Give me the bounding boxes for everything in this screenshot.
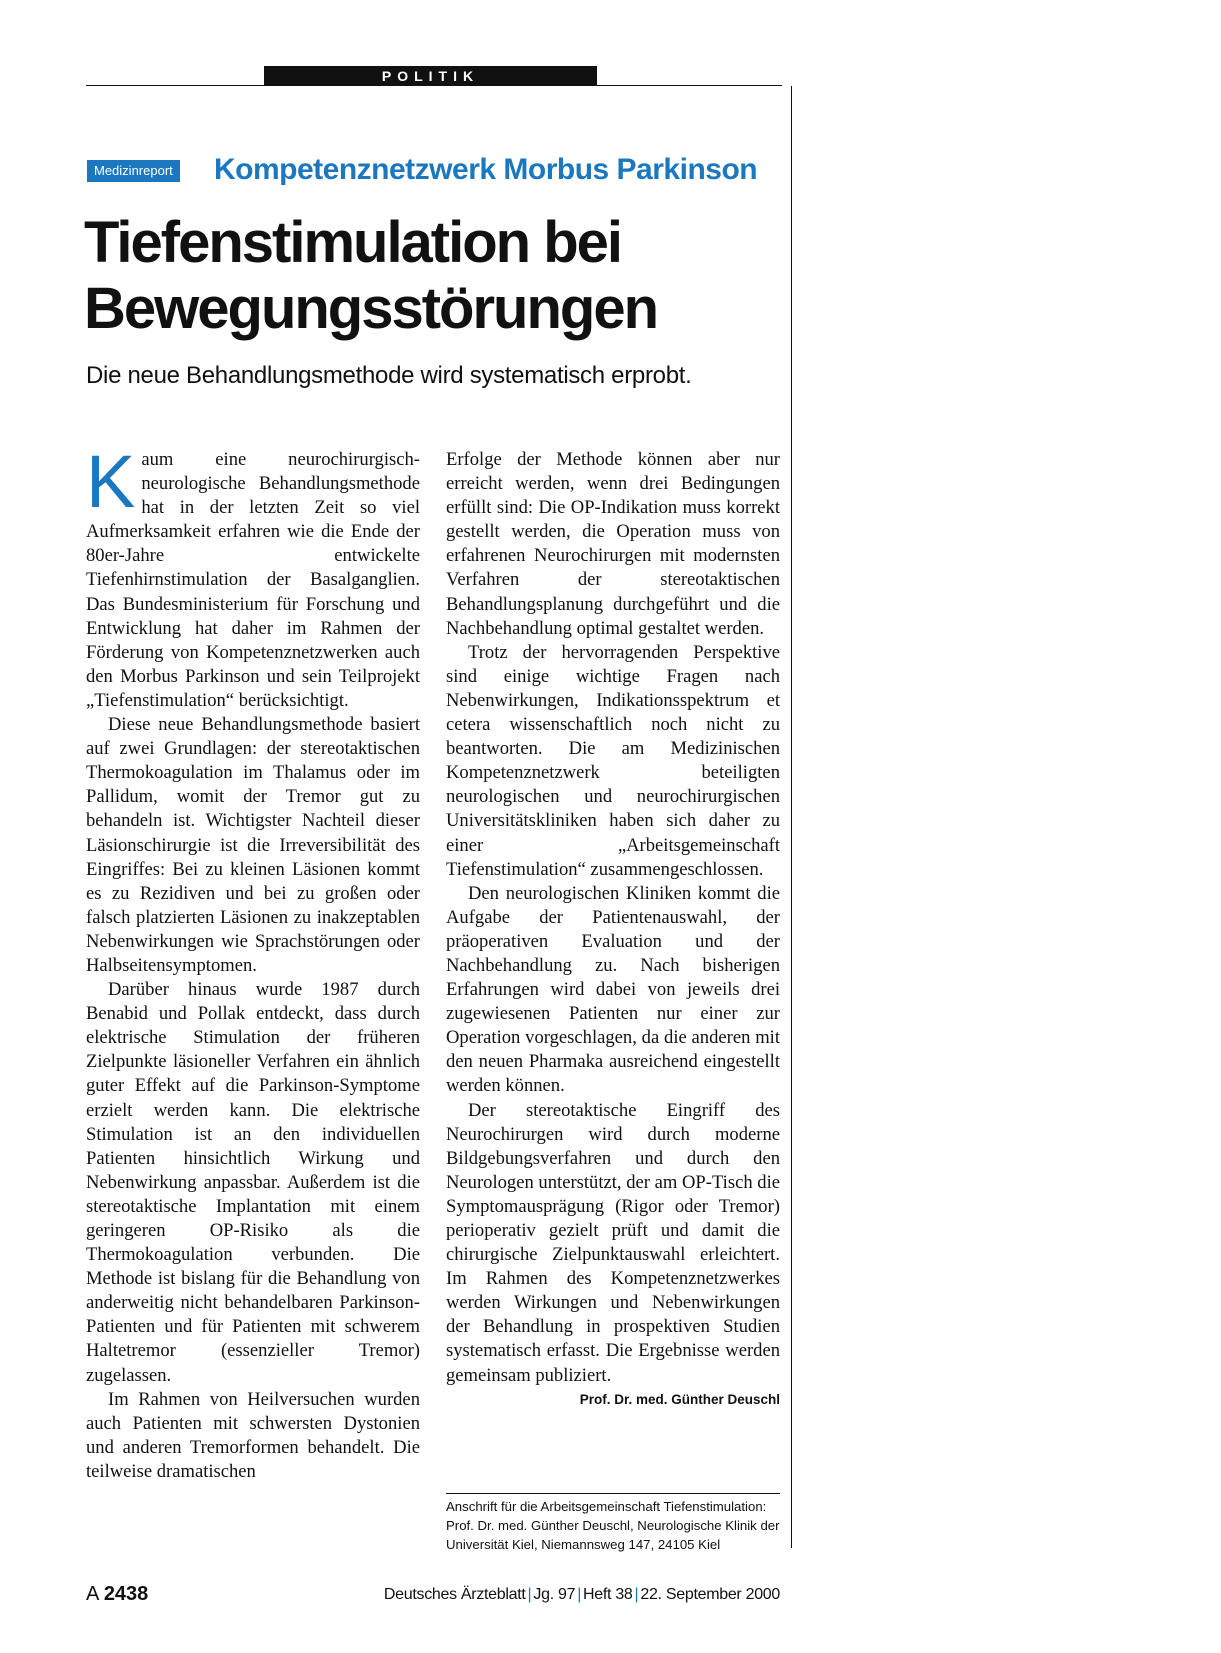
headline xyxy=(84,210,784,342)
paragraph: Diese neue Behandlungsmethode basiert auf zwei Grundlagen: der stereotaktischen Thermokoagulation im Thalamus oder im Pallidum, womit der Tremor gut zu behandeln ist. Wichtigster Nachteil dieser Läsionschirurgie ist die Irreversibilität des Eingriffes: Bei zu kleinen Läsionen kommt es zu Rezidiven und bei zu großen oder falsch platzierten Läsionen zu inakzeptablen Nebenwirkungen wie Sprachstörungen oder Halbseitensymptomen. xyxy=(86,714,420,976)
address-line: Universität Kiel, Niemannsweg 147, 24105 Kiel xyxy=(446,1537,721,1552)
journal-volume: Jg. 97 xyxy=(533,1586,576,1603)
paragraph xyxy=(446,1099,780,1407)
journal-citation xyxy=(384,1583,780,1607)
paragraph: Erfolge der Methode können aber nur erreicht werden, wenn drei Bedingungen erfüllt sind: Die OP-Indikation muss korrekt gestellt werden, die Operation muss von erfahrenen Neurochirurgen mit modernsten Verfahren der stereotaktischen Behandlungsplanung durchgeführt und die Nachbehandlung optimal gestaltet werden. xyxy=(446,449,780,639)
category-tag: Medizinreport xyxy=(87,160,180,182)
address-line: Prof. Dr. med. Günther Deuschl, Neurologische Klinik der xyxy=(446,1518,780,1533)
paragraph-text: Der stereotaktische Eingriff des Neurochirurgen wird durch moderne Bildgebungsverfahren und durch den Neurologen unterstützt, der am OP-Tisch die Symptomausprägung (Rigor oder Tremor) perioperativ gezielt prüft und damit die chirurgische Zielpunktauswahl erleichtert. Im Rahmen des Kompetenznetzwerkes werden Wirkungen und Nebenwirkungen der Behandlung in prospektiven Studien systematisch erfasst. Die Ergebnisse werden gemeinsam publiziert. xyxy=(446,1099,780,1386)
kicker: Kompetenznetzwerk Morbus Parkinson xyxy=(214,153,758,186)
paragraph: Den neurologischen Kliniken kommt die Aufgabe der Patientenauswahl, der präoperativen Evaluation und der Nachbehandlung zu. Nach bisherigen Erfahrungen wird dabei von jeweils drei zugewiesenen Patienten nur einer zur Operation vorgeschlagen, da die anderen mit den neuen Pharmaka ausreichend eingestellt werden können. xyxy=(446,882,780,1097)
journal-name: Deutsches Ärzteblatt xyxy=(383,1586,526,1603)
page-number xyxy=(86,1580,148,1608)
journal-date: 22. September 2000 xyxy=(640,1586,780,1603)
column-rule xyxy=(791,86,792,1548)
correspondence-address xyxy=(446,1497,786,1554)
dropcap: K xyxy=(86,440,136,523)
separator: | xyxy=(527,1586,532,1603)
paragraph: Trotz der hervorragenden Perspektive sind einige wichtige Fragen nach Nebenwirkungen, Indikationsspektrum et cetera wissenschaftlich noch nicht zu beantworten. Die am Medizinischen Kompetenznetzwerk beteiligten neurologischen und neurochirurgischen Universitätskliniken haben sich daher zu einer „Arbeitsgemeinschaft Tiefenstimulation“ zusammengeschlossen. xyxy=(446,641,780,880)
headline-line-2: Bewegungsstörungen xyxy=(84,276,658,341)
paragraph: Darüber hinaus wurde 1987 durch Benabid und Pollak entdeckt, dass durch elektrische Stimulation der früheren Zielpunkte läsioneller Verfahren ein ähnlich guter Effekt auf die Parkinson-Symptome erzielt werden kann. Die elektrische Stimulation ist an den individuellen Patienten hinsichtlich Wirkung und Nebenwirkung anpassbar. Außerdem ist die stereotaktische Implantation mit einem geringeren OP-Risiko als die Thermokoagulation verbunden. Die Methode ist bislang für die Behandlung von anderweitig nicht behandelbaren Parkinson-Patienten und für Patienten mit schwerem Haltetremor (essenzieller Tremor) zugelassen. xyxy=(86,979,420,1386)
address-line: Anschrift für die Arbeitsgemeinschaft Tiefenstimulation: xyxy=(446,1499,767,1514)
headline-line-1: Tiefenstimulation bei xyxy=(84,210,622,275)
text-column-left xyxy=(86,440,420,1484)
paragraph: Im Rahmen von Heilversuchen wurden auch Patienten mit schwersten Dystonien und anderen Tremorformen behandelt. Die teilweise dramatischen xyxy=(86,1388,420,1482)
separator: | xyxy=(577,1586,582,1603)
separator: | xyxy=(634,1586,639,1603)
page-prefix: A xyxy=(86,1583,99,1605)
section-label: POLITIK xyxy=(264,66,597,86)
top-rule xyxy=(86,85,782,86)
journal-issue: Heft 38 xyxy=(583,1586,633,1603)
paragraph xyxy=(86,440,420,713)
address-rule xyxy=(446,1493,780,1494)
page-number-value: 2438 xyxy=(103,1583,149,1605)
paragraph-text: aum eine neurochirurgisch-neurologische Behandlungsmethode hat in der letzten Zeit so viel Aufmerksamkeit erfahren wie die Ende der 80er-Jahre entwickelte Tiefenhirnstimulation der Basalganglien. Das Bundesministerium für Forschung und Entwicklung hat daher im Rahmen der Förderung von Kompetenznetzwerken auch den Morbus Parkinson und sein Teilprojekt „Tiefenstimulation“ berücksichtigt. xyxy=(86,449,420,711)
text-column-right xyxy=(446,448,780,1412)
subheadline: Die neue Behandlungsmethode wird systematisch erprobt. xyxy=(86,362,692,389)
author-signature: Prof. Dr. med. Günther Deuschl xyxy=(579,1391,780,1407)
